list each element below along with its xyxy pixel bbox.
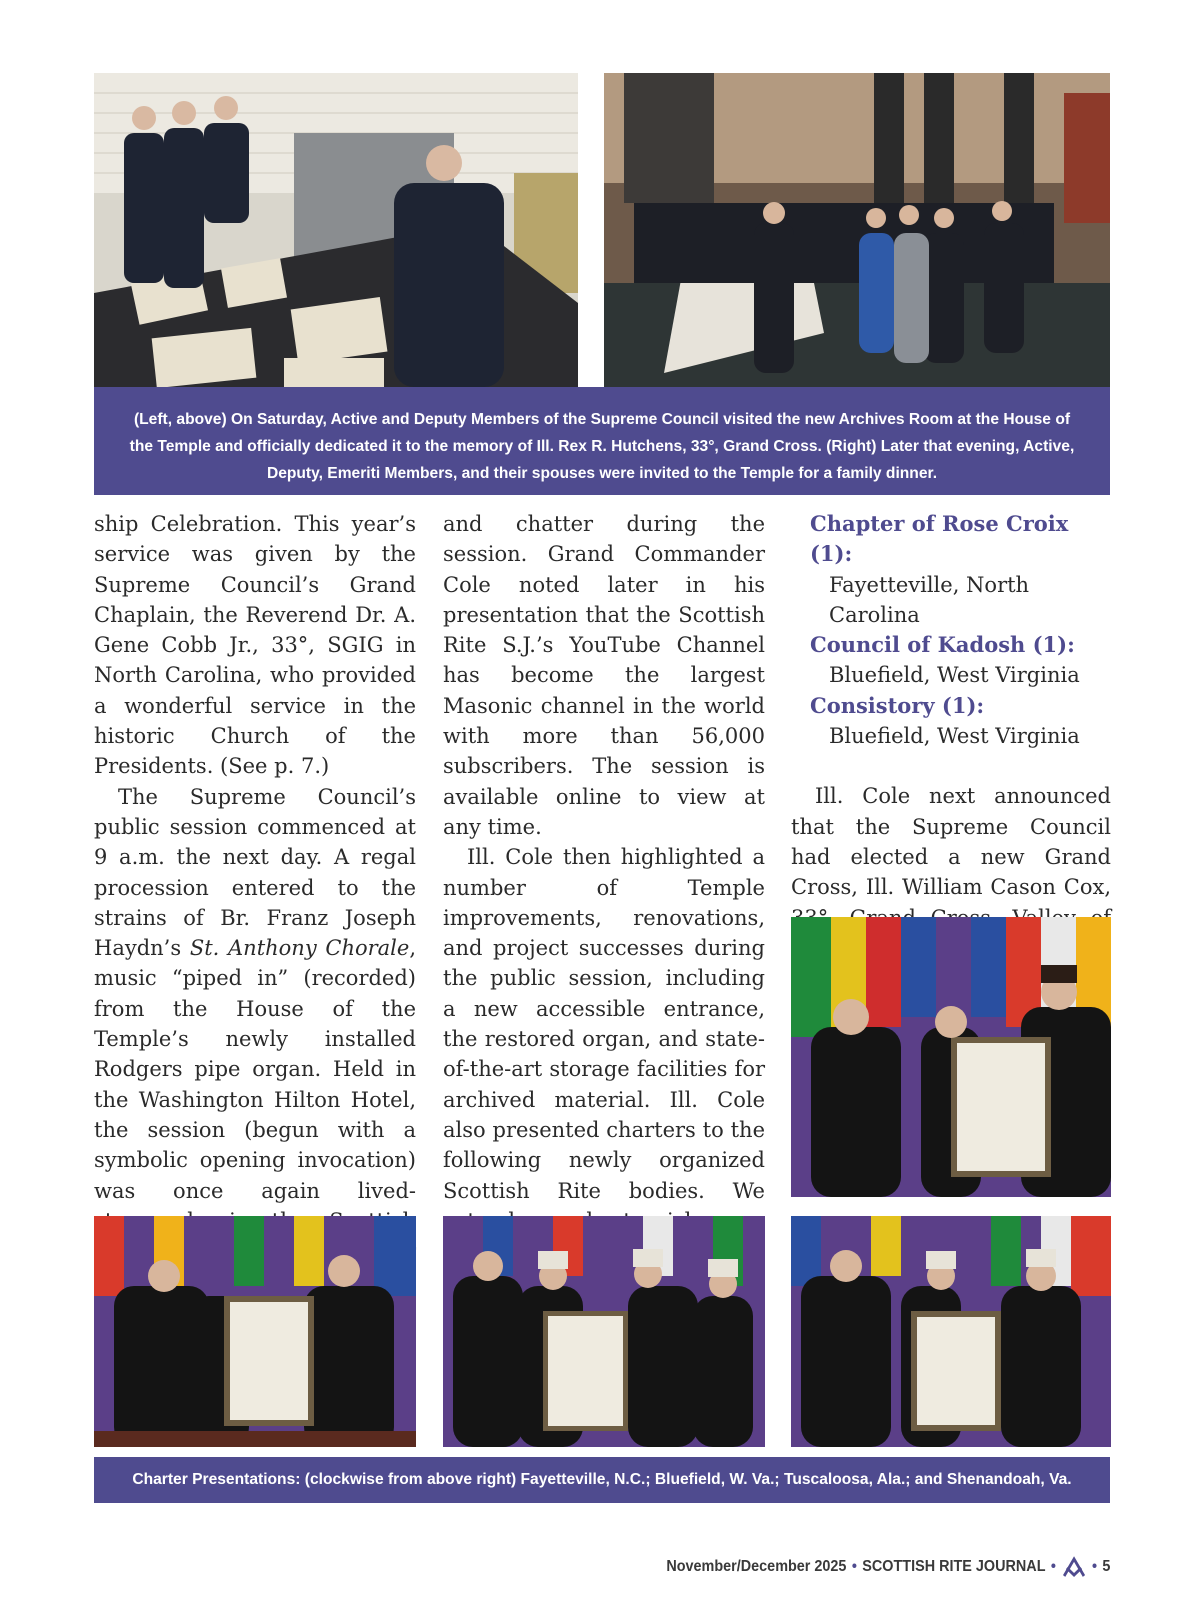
separator: • bbox=[851, 1558, 857, 1575]
paragraph: Ill. Cole then highlighted a number of Temple improvements, renovations, and project successes during the public session, including a new accessible entrance, the restored organ, and state-of-the-art storage facilities for archived material. Ill. Cole also presented charters to the following newly organized Scottish Rite bodies. We bbox=[443, 845, 765, 1203]
separator: • bbox=[1050, 1558, 1056, 1575]
council-heading: Council of Kadosh (1): bbox=[810, 632, 1075, 658]
family-dinner-photo bbox=[604, 73, 1110, 387]
archives-room-photo bbox=[94, 73, 578, 387]
list-item: Fayetteville, North Carolina bbox=[829, 572, 1030, 627]
shenandoah-charter-photo bbox=[791, 1216, 1111, 1447]
fayetteville-charter-photo bbox=[791, 917, 1111, 1197]
list-item: Bluefield, West Virginia bbox=[829, 663, 1080, 688]
paragraph: and chatter during the session. Grand Commander Cole noted later in his presentation that the Scottish Rite S.J.’s YouTube Channel has become the largest Masonic channel in the world with more than 56,000 subscribers. The session is available online to view at any time. bbox=[443, 512, 765, 839]
bodies-list bbox=[791, 509, 1111, 751]
tuscaloosa-charter-photo bbox=[443, 1216, 765, 1447]
paragraph: Ill. Cole next announced that the Supreme Council had elected a new Grand Cross, Ill. William Cason Cox, bbox=[791, 784, 1111, 900]
chapter-heading: Chapter of Rose Croix (1): bbox=[810, 511, 1069, 567]
consistory-heading: Consistory (1): bbox=[810, 692, 985, 718]
top-photo-caption: (Left, above) On Saturday, Active and Deputy Members of the Supreme Council visited the new Archives Room at the House of the Temple and officially dedicated it to the memory of Ill. Rex R. Hutchens, 33°, Grand Cross. (Right) Later that evening, Active, Deputy, Emeriti Members, and their spouses were invited to the Temple for a family dinner. bbox=[94, 387, 1110, 495]
separator: • bbox=[1091, 1558, 1097, 1575]
paragraph: The Supreme Council’s public session commenced at 9 a.m. the next day. A regal procession entered to the strains of Br. Franz Joseph Haydn’s St. Anthony Chorale, music “piped in” (recorded) from the House of the Temple’s newly installed Rodgers pipe organ. Held in the Washington Hilton Hotel, the session (begun with a symbolic opening invocation) was once again lived- bbox=[94, 784, 416, 1203]
issue-date: November/December 2025 bbox=[665, 1558, 847, 1575]
journal-name: SCOTTISH RITE JOURNAL bbox=[861, 1558, 1046, 1575]
bottom-photo-caption: Charter Presentations: (clockwise from above right) Fayetteville, N.C.; Bluefield, W. Va.; Tuscaloosa, Ala.; and Shenandoah, Va. bbox=[94, 1457, 1110, 1503]
page-footer bbox=[666, 1555, 1110, 1579]
bluefield-charter-photo bbox=[94, 1216, 416, 1447]
square-compass-emblem-icon bbox=[1061, 1556, 1086, 1578]
page-number: 5 bbox=[1101, 1558, 1110, 1575]
paragraph: ship Celebration. This year’s service was given by the Supreme Council’s Grand Chaplain, the Reverend Dr. A. Gene Cobb Jr., 33°, SGIG in North Carolina, who provided a wonderful service in the historic Church of the Presidents. (See p. 7.) bbox=[94, 512, 416, 779]
music-title: St. Anthony Chorale bbox=[189, 936, 410, 961]
list-item: Bluefield, West Virginia bbox=[829, 724, 1080, 749]
